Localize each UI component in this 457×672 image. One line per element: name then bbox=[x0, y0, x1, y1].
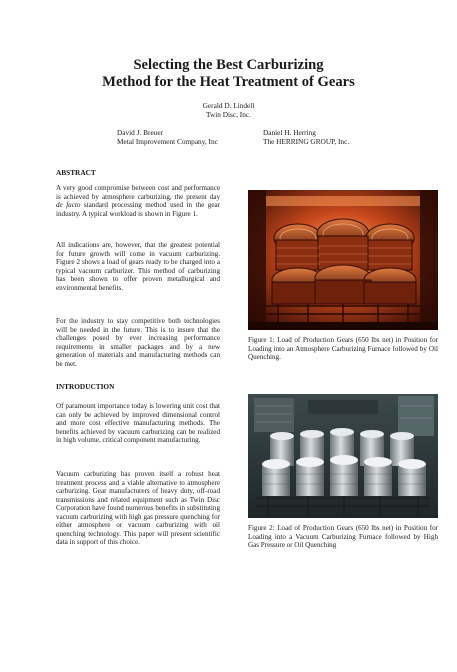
author-affiliation: Twin Disc, Inc. bbox=[206, 110, 251, 119]
abstract-heading: ABSTRACT bbox=[56, 168, 96, 177]
abstract-paragraph-3: For the industry to stay competitive both technologies will be needed in the future. This is to insure that the challenges posed by ever increasing performance requirements in smaller packages and by a new generation of materials and manufacturing methods can be met. bbox=[56, 317, 220, 368]
author-name: Gerald D. Lindell bbox=[202, 101, 255, 110]
title-line-1: Selecting the Best Carburizing bbox=[133, 57, 324, 73]
abstract-paragraph-2: All indications are, however, that the greatest potential for future growth will come in vacuum carburizing. Figure 2 shows a load of gears ready to be charged into a typical vacuum carburizer. This method of carburizing has been shown to offer proven metallurgical and environmental benefits. bbox=[56, 241, 220, 292]
abstract-paragraph-1 bbox=[56, 184, 220, 218]
author-breuer bbox=[117, 128, 218, 146]
introduction-paragraph-1: Of paramount importance today is lowering unit cost that can only be achieved by improved dimensional control and more cost effective manufacturing methods. The benefits achieved by vacuum carburizing can be realized in high volume, critical component manufacturing. bbox=[56, 402, 220, 445]
title-line-2: Method for the Heat Treatment of Gears bbox=[102, 74, 355, 90]
author-herring bbox=[263, 128, 349, 146]
author-affiliation: Metal Improvement Company, Inc bbox=[117, 137, 218, 146]
abstract-p1-text-b: standard processing method used in the gear industry. A typical workload is shown in Figure 1. bbox=[56, 201, 220, 218]
introduction-paragraph-2: Vacuum carburizing has proven itself a robust heat treatment process and a viable alternative to atmosphere carburizing. Gear manufacturers of heavy duty, off-road transmissions and related equipment such as Twin Disc Corporation have found numerous benefits in substituting vacuum carburizing with high gas pressure quenching for either atmosphere or vacuum carburizing with oil quenching technology. This paper will present scientific data in support of this choice. bbox=[56, 470, 220, 547]
author-name: David J. Breuer bbox=[117, 128, 163, 137]
author-affiliation: The HERRING GROUP, Inc. bbox=[263, 137, 350, 146]
author-lindell bbox=[150, 101, 307, 119]
figure-2-photo bbox=[248, 394, 438, 518]
introduction-heading: INTRODUCTION bbox=[56, 382, 115, 391]
author-name: Daniel H. Herring bbox=[263, 128, 316, 137]
abstract-p1-text-a: A very good compromise between cost and performance is achieved by atmosphere carburizing, the present day bbox=[56, 184, 220, 201]
figure-2-caption: Figure 2: Load of Production Gears (650 lbs net) in Position for Loading into a Vacuum Carburizing Furnace followed by High Gas Pressure or Oil Quenching bbox=[248, 524, 438, 550]
figure-1-caption: Figure 1: Load of Production Gears (650 lbs net) in Position for Loading into an Atmosphere Carburizing Furnace followed by Oil Quenching. bbox=[248, 336, 438, 362]
abstract-p1-italic: de facto bbox=[56, 201, 81, 210]
figure-1-photo bbox=[248, 190, 438, 330]
paper-title bbox=[60, 57, 397, 91]
